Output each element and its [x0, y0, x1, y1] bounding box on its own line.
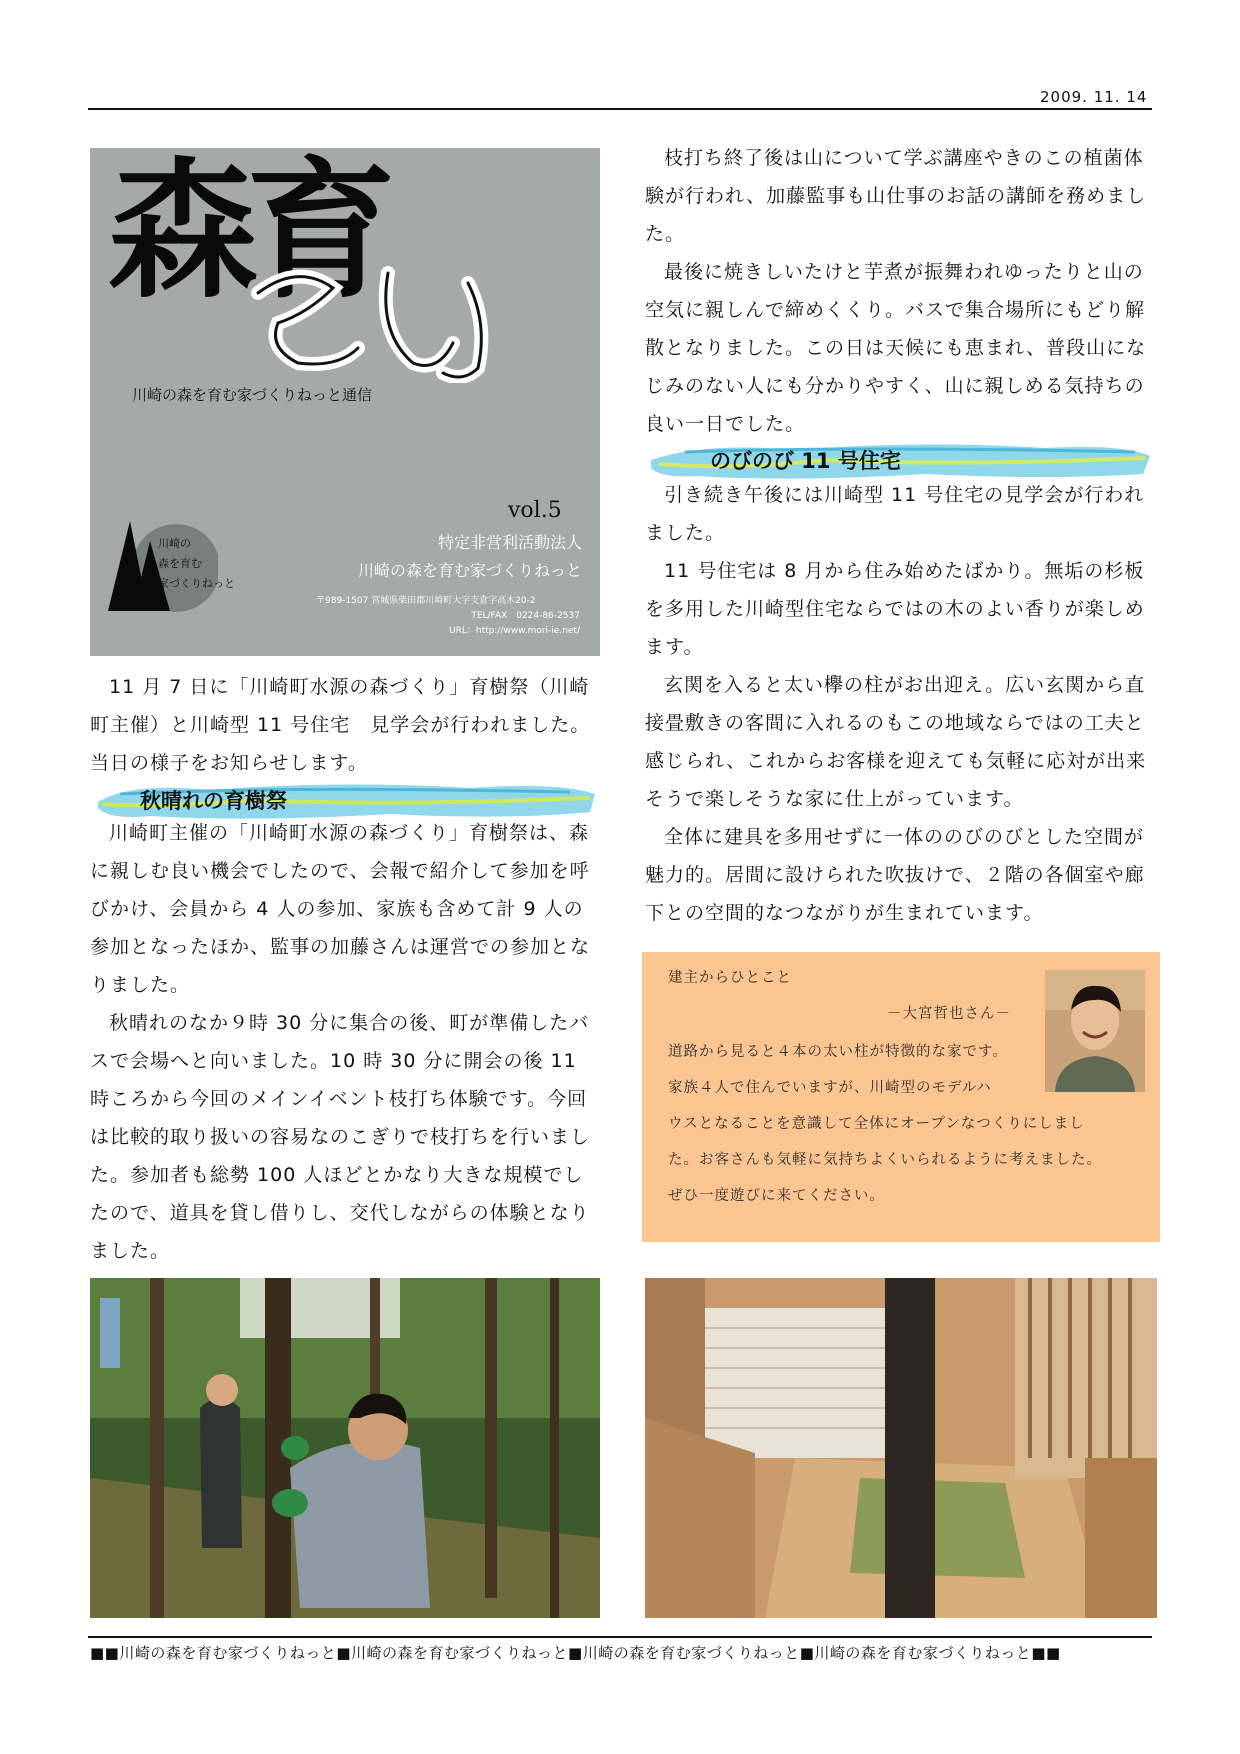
- masthead-title: 森育: [108, 148, 385, 319]
- header-rule: [88, 108, 1152, 110]
- footer-banner: ■■川崎の森を育む家づくりねっと■川崎の森を育む家づくりねっと■川崎の森を育む家づくりねっと■川崎の森を育む家づくりねっと■■: [90, 1644, 1061, 1662]
- volume-number: vol.5: [508, 498, 562, 523]
- callout-title: 建主からひとこと: [668, 970, 792, 986]
- section1-body: 川崎町主催の「川崎町水源の森づくり」育樹祭は、森に親しむ良い機会でしたので、会報で紹介して参加を呼びかけ、会員から 4 人の参加、家族も含めて計 9 人の参加となったほか、監事の加藤さんは運営での参加となりました。 秋晴れのなか９時 30 分に集合の後、町が準備したバスで会場へと向いました。10 時 30 分に開会の後 11 時ころから今回のメインイベント枝打ち体験です。今回は比較的取り扱いの容易なのこぎりで枝打ちを行いました。参加者も総勢 100 人ほどとかなり大きな規模でしたので、道具を貸し借りし、交代しながらの体験となりました。: [90, 822, 591, 1262]
- owner-comment-box: 建主からひとこと －大宮哲也さん－ 道路から見ると４本の太い柱が特徴的な家です。 家族４人で住んでいますが、川崎型のモデルハ ウスとなることを意識して全体にオープンなつくりにしまし た。お客さんも気軽に気持ちよくいられるように考えました。 ぜひ一度遊びに来てください。: [642, 952, 1160, 1242]
- pruning-event-photo: [90, 1278, 600, 1618]
- logo-caption: 川崎の 森を育む 家づくりねっと: [158, 537, 235, 590]
- website-url: URL：http://www.mori-ie.net/: [449, 626, 580, 636]
- issue-date: 2009. 11. 14: [1040, 88, 1148, 106]
- masthead: [90, 148, 600, 656]
- org-name: 川崎の森を育む家づくりねっと: [357, 561, 582, 580]
- telephone: TEL/FAX 0224-86-2537: [471, 611, 580, 621]
- contact-block: [316, 594, 586, 639]
- right-column-top-text: 枝打ち終了後は山について学ぶ講座やきのこの植菌体験が行われ、加藤監事も山仕事のお話の講師を務めました。 最後に焼きしいたけと芋煮が振舞われゆったりと山の空気に親しんで締めくくり。バスで集合場所にもどり解散となりました。この日は天候にも恵まれ、普段山になじみのない人にも分かりやすく、山に親しめる気持ちの良い一日でした。: [645, 147, 1147, 435]
- org-type: 特定非営利活動法人: [437, 533, 582, 552]
- intro-text: 11 月 7 日に「川崎町水源の森づくり」育樹祭（川崎町主催）と川崎型 11 号住宅 見学会が行われました。当日の様子をお知らせします。: [90, 676, 591, 774]
- masthead-script-lettering: [238, 253, 538, 383]
- callout-speaker: －大宮哲也さん－: [887, 1006, 1011, 1022]
- masthead-subtitle: 川崎の森を育む家づくりねっと通信: [132, 386, 373, 404]
- section2-body: 引き続き午後には川崎型 11 号住宅の見学会が行われました。 11 号住宅は 8 月から住み始めたばかり。無垢の杉板を多用した川崎型住宅ならではの木のよい香りが楽しめます。 玄関を入ると太い欅の柱がお出迎え。広い玄関から直接畳敷きの客間に入れるのもこの地域ならではの工夫と感じられ、これからお客様を迎えても気軽に応対が出来そうで楽しそうな家に仕上がっています。 全体に建具を多用せずに一体ののびのびとした空間が魅力的。居間に設けられた吹抜けで、２階の各個室や廊下との空間的なつながりが生まれています。: [645, 484, 1147, 924]
- section-heading-text: 秋晴れの育樹祭: [140, 789, 287, 813]
- section-heading-text: のびのび 11 号住宅: [710, 449, 901, 473]
- footer-rule: [88, 1636, 1152, 1638]
- house-interior-photo: [645, 1278, 1157, 1618]
- owner-portrait-photo: [1045, 970, 1145, 1092]
- address: 〒989-1507 宮城県柴田郡川崎町大字支倉字高木20-2: [316, 596, 536, 606]
